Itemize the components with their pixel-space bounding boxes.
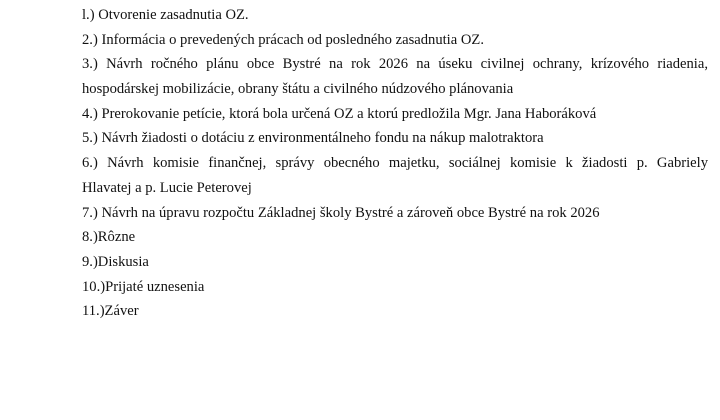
agenda-item-5: 5.) Návrh žiadosti o dotáciu z environmentálneho fondu na nákup malotraktora: [82, 130, 544, 147]
agenda-item-8: 8.)Rôzne: [82, 229, 136, 246]
agenda-item-3-continuation: hospodárskej mobilizácie, obrany štátu a civilného núdzového plánovania: [82, 81, 514, 98]
agenda-item-7: 7.) Návrh na úpravu rozpočtu Základnej školy Bystré a zároveň obce Bystré na rok 2026: [82, 204, 600, 221]
agenda-item-4: 4.) Prerokovanie petície, ktorá bola určená OZ a ktorú predložila Mgr. Jana Haboráková: [82, 105, 597, 122]
agenda-item-10: 10.)Prijaté uznesenia: [82, 278, 205, 295]
agenda-item-2: 2.) Informácia o prevedených prácach od posledného zasadnutia OZ.: [82, 31, 484, 48]
agenda-item-11: 11.)Záver: [82, 303, 139, 320]
agenda-item-9: 9.)Diskusia: [82, 253, 149, 270]
agenda-item-3: 3.) Návrh ročného plánu obce Bystré na rok 2026 na úseku civilnej ochrany, krízového riadenia,: [82, 56, 708, 73]
agenda-item-6: 6.) Návrh komisie finančnej, správy obecného majetku, sociálnej komisie k žiadosti p. Gabriely: [82, 155, 708, 172]
meeting-agenda-list: [82, 3, 710, 324]
agenda-item-1: l.) Otvorenie zasadnutia OZ.: [82, 7, 249, 23]
agenda-item-6-continuation: Hlavatej a p. Lucie Peterovej: [82, 179, 252, 196]
